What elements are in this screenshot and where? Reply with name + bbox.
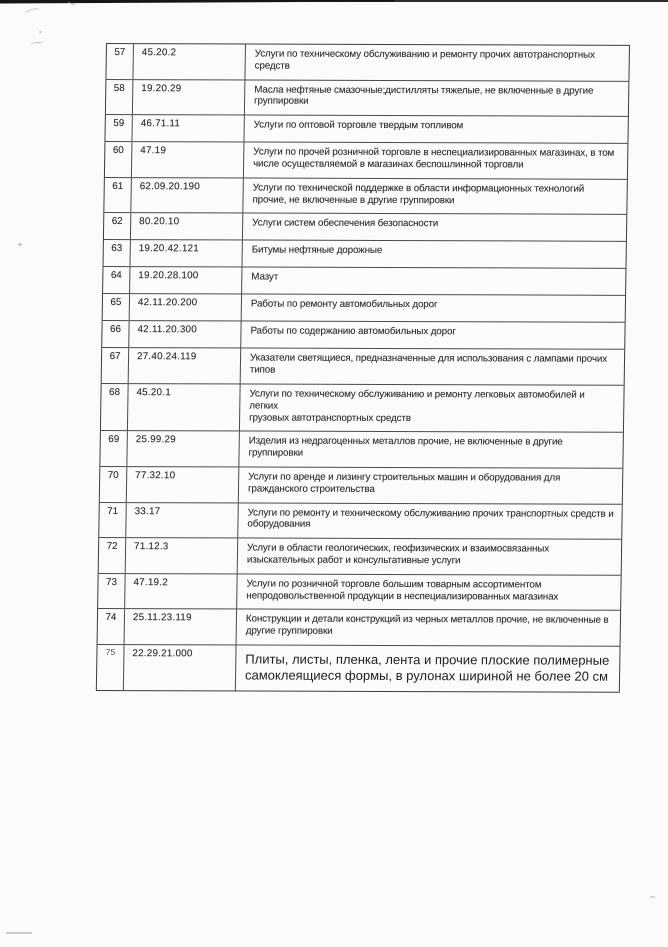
row-description-cell: Услуги по техническому обслуживанию и ремонту легковых автомобилей и легких грузовых автотранспортных средств — [249, 388, 585, 424]
row-description-cell: Битумы нефтяные дорожные — [251, 244, 383, 257]
table-row — [103, 266, 625, 295]
pencil-mark — [39, 31, 42, 33]
row-number-cell: 65 — [103, 294, 130, 320]
row-number-cell: 63 — [103, 240, 130, 266]
row-number-cell: 70 — [100, 467, 128, 502]
row-description-cell: Плиты, листы, пленка, лента и прочие плоские полимерные самоклеящиеся формы, в рулонах шириной не более 20 см — [244, 651, 610, 684]
pencil-mark — [23, 7, 40, 18]
row-description-cell: Услуги систем обеспечения безопасности — [252, 217, 439, 230]
row-code-cell: 47.19 — [132, 142, 245, 177]
table-row — [98, 573, 621, 610]
row-code-cell: 22.29.21.000 — [124, 645, 237, 690]
table-row — [104, 212, 626, 241]
table-row — [106, 79, 629, 116]
row-code-cell: 19.20.29 — [133, 80, 246, 115]
row-number-cell: 75 — [97, 645, 125, 690]
row-number-cell: 59 — [105, 115, 132, 141]
row-description-cell: Конструкции и детали конструкций из черных металлов прочие, не включенные в другие группировки — [245, 613, 609, 637]
scan-speck — [650, 896, 655, 898]
table-row — [99, 502, 622, 539]
row-number-cell: 72 — [99, 538, 127, 573]
table-row — [101, 383, 624, 432]
table-row — [105, 114, 627, 143]
row-code-cell: 42.11.20.300 — [129, 321, 241, 347]
row-code-cell: 19.20.28.100 — [130, 267, 242, 293]
codes-table — [96, 43, 630, 692]
table-row — [99, 537, 622, 574]
scan-speck — [18, 242, 23, 246]
row-number-cell: 68 — [101, 384, 129, 430]
table-wrapper — [96, 43, 630, 692]
row-code-cell: 45.20.1 — [128, 384, 241, 431]
row-number-cell: 62 — [104, 213, 131, 239]
row-description-cell: Услуги по ремонту и техническому обслуживанию прочих транспортных средств и оборудования — [247, 507, 614, 531]
pencil-mark — [30, 41, 43, 47]
row-number-cell: 74 — [98, 609, 126, 644]
scan-speck — [6, 932, 32, 934]
row-description-cell: Работы по содержанию автомобильных дорог — [250, 325, 456, 338]
row-number-cell: 60 — [105, 142, 133, 177]
row-number-cell: 67 — [102, 348, 130, 383]
row-description-cell: Указатели светящиеся, предназначенные для использования с лампами прочих типов — [249, 352, 608, 376]
row-description-cell: Услуги по розничной торговле большим товарным ассортиментом непродовольственной продукции в неспециализированных магазинах — [246, 578, 559, 603]
row-number-cell: 71 — [99, 503, 127, 538]
row-code-cell: 80.20.10 — [131, 213, 243, 239]
row-description-cell: Услуги по технической поддержке в области информационных технологий прочие, не включенные в другие группировки — [252, 182, 585, 206]
table-row — [97, 644, 620, 691]
table-row — [105, 141, 628, 178]
row-code-cell: 47.19.2 — [125, 574, 238, 609]
row-description-cell: Услуги по оптовой торговле твердым топливом — [253, 119, 464, 132]
table-row — [98, 608, 621, 645]
row-number-cell: 69 — [100, 431, 128, 466]
row-description-cell: Услуги по техническому обслуживанию и ремонту прочих автотранспортных средств — [254, 48, 595, 72]
row-code-cell: 33.17 — [126, 503, 239, 538]
row-number-cell: 58 — [106, 80, 134, 115]
scan-edge-artifact — [0, 0, 394, 4]
row-number-cell: 66 — [102, 321, 129, 347]
row-code-cell: 62.09.20.190 — [131, 178, 244, 213]
table-row — [104, 177, 627, 214]
row-code-cell: 77.32.10 — [127, 467, 240, 502]
row-code-cell: 45.20.2 — [133, 44, 246, 79]
row-code-cell: 25.11.23.119 — [125, 609, 238, 644]
row-description-cell: Изделия из недрагоценных металлов прочие, не включенные в другие группировки — [248, 435, 563, 459]
table-row — [100, 466, 623, 503]
row-description-cell: Услуги по аренде и лизингу строительных машин и оборудования для гражданского строительства — [247, 471, 561, 495]
table-row — [106, 44, 629, 80]
row-code-cell: 27.40.24.119 — [129, 348, 242, 383]
table-row — [103, 293, 625, 322]
table-row — [103, 239, 625, 268]
row-code-cell: 71.12.3 — [126, 538, 239, 573]
table-row — [100, 430, 623, 467]
row-code-cell: 42.11.20.200 — [130, 294, 242, 320]
table-row — [102, 320, 624, 349]
row-code-cell: 25.99.29 — [127, 431, 240, 466]
row-number-cell: 73 — [98, 574, 126, 609]
row-code-cell: 19.20.42.121 — [130, 240, 242, 266]
row-description-cell: Мазут — [251, 271, 279, 283]
row-description-cell: Услуги по прочей розничной торговле в неспециализированных магазинах, в том числе осуществляемой в магазинах беспошлинной торговли — [253, 146, 615, 171]
row-code-cell: 46.71.11 — [132, 115, 244, 141]
row-description-cell: Услуги в области геологических, геофизических и взаимосвязанных изыскательных работ и консультативные услуги — [246, 542, 550, 567]
row-number-cell: 61 — [104, 178, 132, 213]
row-number-cell: 64 — [103, 267, 130, 293]
row-number-cell: 57 — [106, 44, 134, 79]
table-row — [102, 347, 625, 384]
row-description-cell: Работы по ремонту автомобильных дорог — [250, 298, 438, 311]
row-description-cell: Масла нефтяные смазочные;дистилляты тяжелые, не включенные в другие группировки — [254, 84, 594, 108]
